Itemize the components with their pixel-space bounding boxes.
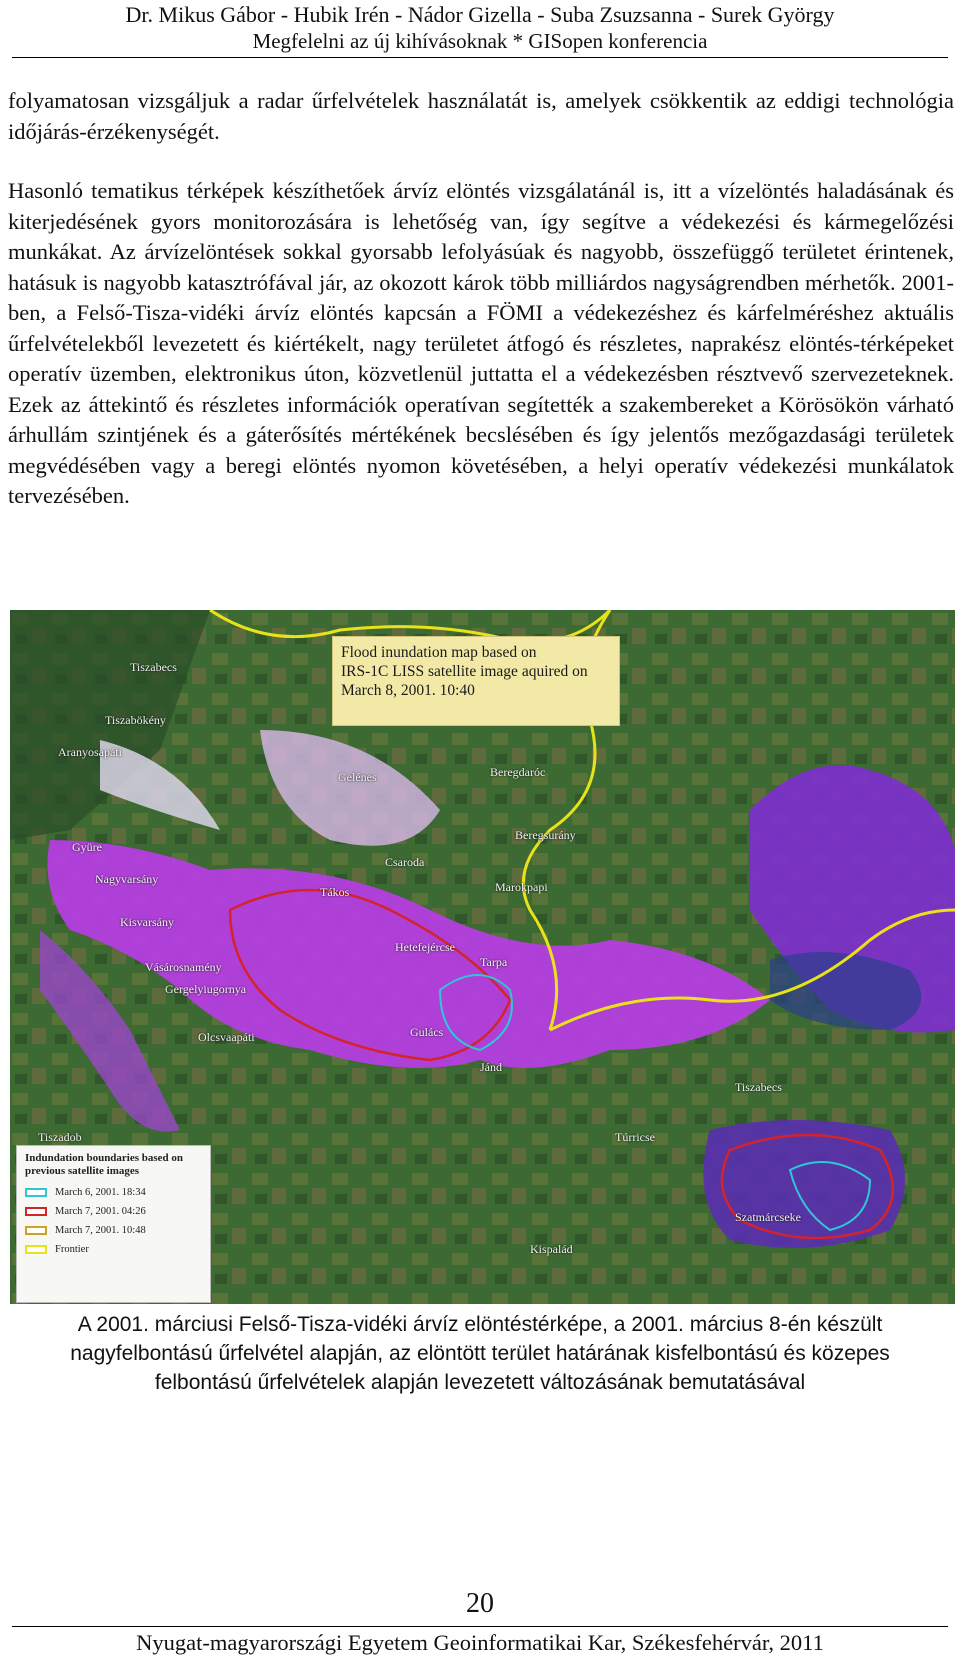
map-legend — [16, 1145, 211, 1303]
place-label: Tiszabecs — [130, 660, 177, 674]
paragraph-2: Hasonló tematikus térképek készíthetőek árvíz elöntés vizsgálatánál is, itt a vízelöntés haladásának és kiterjedésének gyors monitorozására is lehetőség van, így segítve a védekezési és kármegelőzési munkákat. Az árvízelöntések sokkal gyorsabb lefolyásúak és nagyobb, összefüggő területet érintenek, hatásuk is nagyobb katasztrófával jár, az okozott károk több milliárdos nagyságrendben mérhetők. 2001-ben, a Felső-Tisza-vidéki árvíz elöntés kapcsán a FÖMI a védekezéshez és kárfelméréshez aktuális űrfelvételekből levezetett és kiértékelt, nagy területet átfogó és részletes, naprakész elöntés-térképeket operatív üzemben, elektronikus úton, közvetlenül juttatta el a védekezésben résztvevő szervezeteknek. Ezek az áttekintő és részletes információk operatívan segítették a szakembereket a Körösökön várható árhullám szintjének és a gáterősítés mértékének becslésében és így jelentős mezőgazdasági területek megvédésében vagy a beregi elöntés nyomon követésében, a helyi operatív védekezési munkálatok tervezésében. — [8, 178, 954, 508]
place-label: Tiszadob — [38, 1130, 82, 1144]
legend-swatch — [25, 1188, 47, 1197]
place-label: Gergelyiugornya — [165, 982, 247, 996]
place-label: Beregdaróc — [490, 765, 546, 779]
place-label: Kisvarsány — [120, 915, 174, 929]
place-label: Csaroda — [385, 855, 425, 869]
place-label: Gyüre — [72, 840, 102, 854]
header-rule — [12, 57, 948, 58]
legend-item — [25, 1186, 202, 1199]
place-label: Beregsurány — [515, 828, 576, 842]
legend-item — [25, 1243, 202, 1256]
caption-line-3: felbontású űrfelvételek alapján levezetett változásának bemutatásával — [154, 1371, 806, 1394]
place-label: Nagyvarsány — [95, 872, 159, 886]
place-label: Aranyosapáti — [58, 745, 122, 759]
place-label: Kispalád — [530, 1242, 573, 1256]
place-label: Túrricse — [615, 1130, 655, 1144]
page-number: 20 — [466, 1588, 494, 1619]
paragraph-1: folyamatosan vizsgáljuk a radar űrfelvételek használatát is, amelyek csökkentik az eddigi technológia időjárás-érzékenységét. — [8, 88, 954, 144]
map-title-line-3: March 8, 2001. 10:40 — [341, 682, 475, 699]
map-title-box — [332, 636, 620, 726]
place-label: Jánd — [480, 1060, 502, 1074]
place-label: Vásárosnamény — [145, 960, 222, 974]
place-label: Olcsvaapáti — [198, 1030, 255, 1044]
figure-caption — [20, 1310, 940, 1397]
place-label: Gulács — [410, 1025, 444, 1039]
legend-title: Indundation boundaries based on previous satellite images — [25, 1152, 184, 1177]
place-label: Gelénes — [338, 770, 377, 784]
map-title-line-1: Flood inundation map based on — [341, 644, 537, 661]
legend-label: Frontier — [55, 1244, 89, 1255]
legend-label: March 7, 2001. 04:26 — [55, 1206, 146, 1217]
legend-swatch — [25, 1226, 47, 1235]
place-label: Tarpa — [480, 955, 508, 969]
place-label: Tákos — [320, 885, 350, 899]
place-label: Tiszabecs — [735, 1080, 782, 1094]
legend-label: March 6, 2001. 18:34 — [55, 1187, 146, 1198]
legend-item — [25, 1205, 202, 1218]
header-conference: Megfelelni az új kihívásoknak * GISopen konferencia — [252, 29, 708, 53]
map-title-line-2: IRS-1C LISS satellite image aquired on — [341, 663, 588, 680]
page-footer: Nyugat-magyarországi Egyetem Geoinformatikai Kar, Székesfehérvár, 2011 — [136, 1630, 824, 1655]
caption-line-2: nagyfelbontású űrfelvétel alapján, az elöntött terület határának kisfelbontású és közepes — [70, 1342, 890, 1365]
legend-item — [25, 1224, 202, 1237]
header-authors: Dr. Mikus Gábor - Hubik Irén - Nádor Gizella - Suba Zsuzsanna - Surek György — [125, 2, 835, 27]
place-label: Tiszabökény — [105, 713, 166, 727]
place-label: Szatmárcseke — [735, 1210, 801, 1224]
legend-label: March 7, 2001. 10:48 — [55, 1225, 146, 1236]
flood-map-figure — [10, 610, 955, 1304]
footer-rule — [12, 1626, 948, 1627]
legend-swatch — [25, 1207, 47, 1216]
page-header — [0, 0, 960, 54]
legend-swatch — [25, 1245, 47, 1254]
caption-line-1: A 2001. márciusi Felső-Tisza-vidéki árvíz elöntéstérképe, a 2001. március 8-én készült — [77, 1313, 883, 1336]
place-label: Marokpapi — [495, 880, 548, 894]
body-text — [8, 86, 954, 512]
place-label: Hetefejércse — [395, 940, 455, 954]
